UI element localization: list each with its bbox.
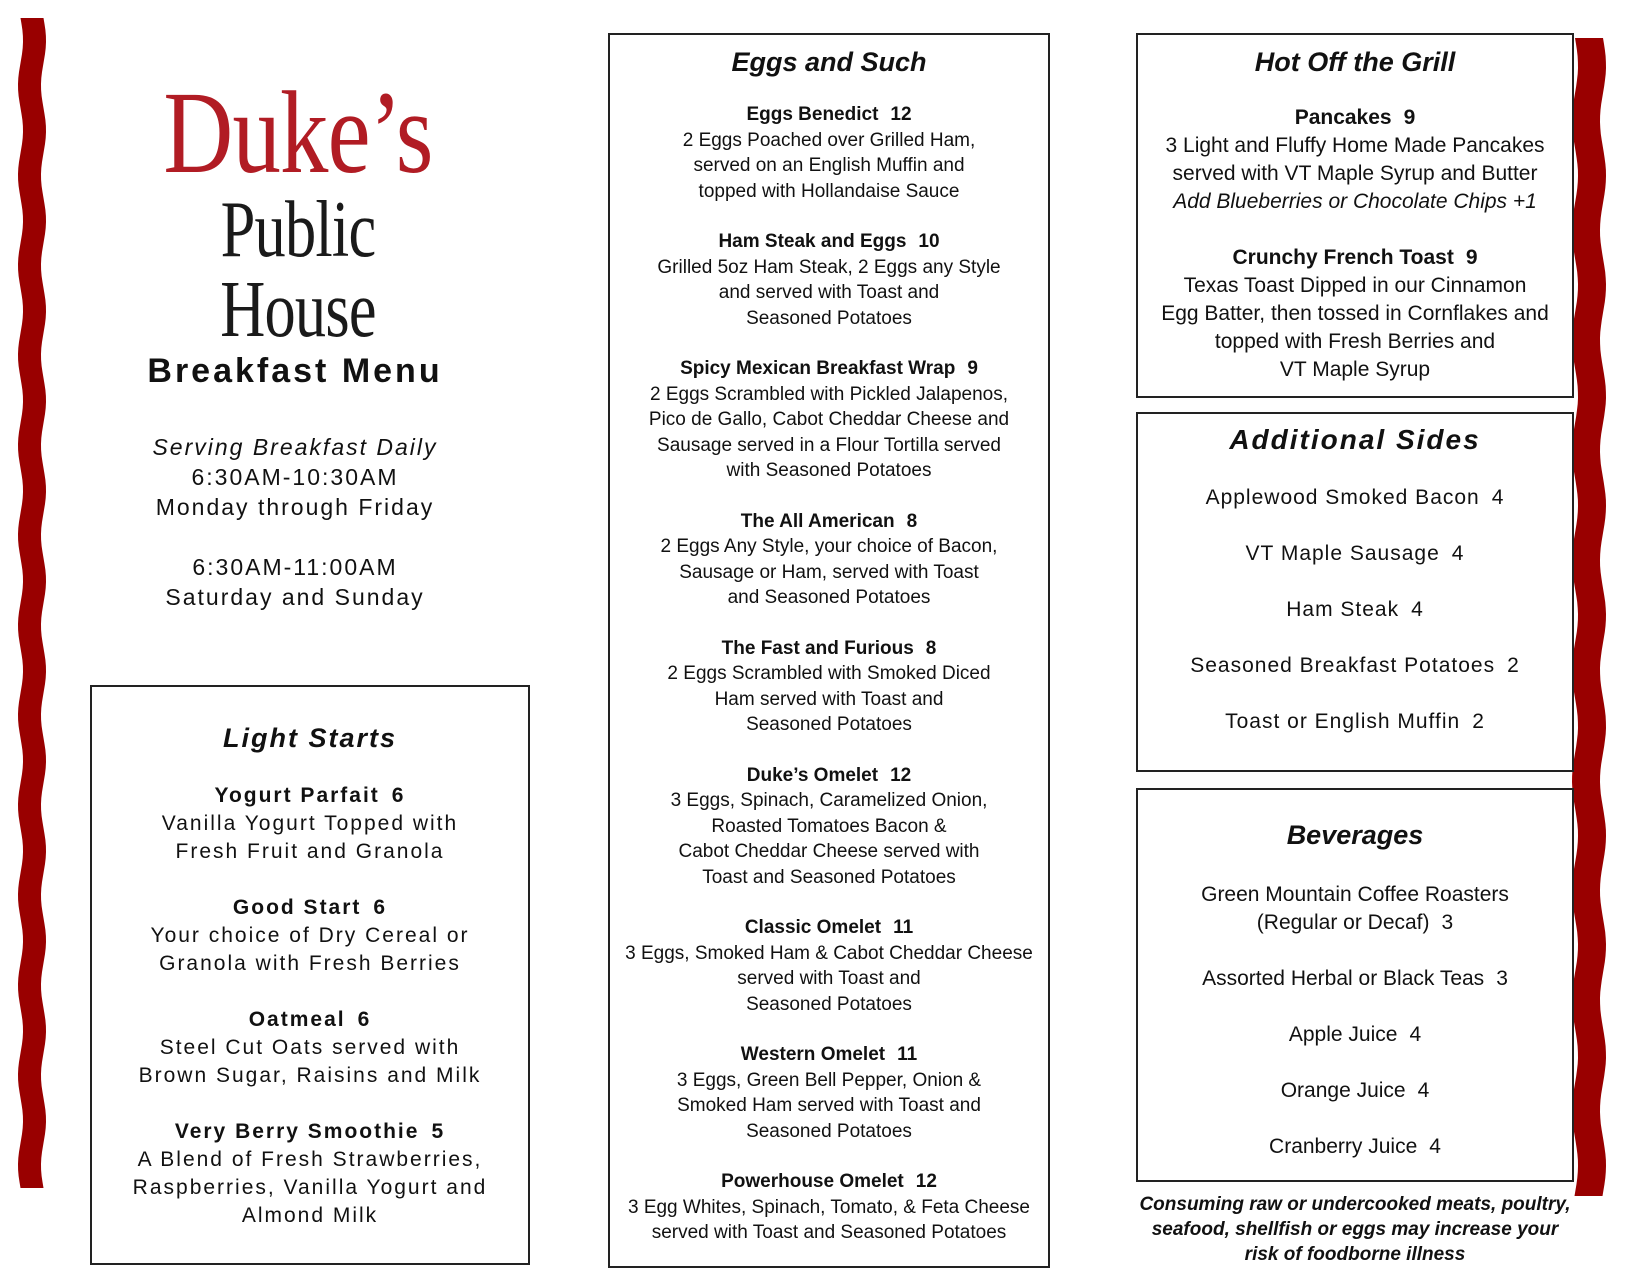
menu-item <box>610 356 1048 484</box>
item-name: Duke’s Omelet <box>746 764 879 786</box>
brand-subtitle: Public House <box>220 186 376 354</box>
item-description: and Seasoned Potatoes <box>727 587 931 608</box>
section-title: Beverages <box>1286 820 1424 850</box>
item-description: with Seasoned Potatoes <box>726 460 932 481</box>
item-header <box>610 636 1048 662</box>
item-description: Raspberries, Vanilla Yogurt and <box>132 1176 488 1199</box>
item-header <box>92 894 528 922</box>
item-price: 6 <box>373 896 388 919</box>
item-header <box>1138 596 1572 624</box>
item-name: Pancakes <box>1294 106 1392 129</box>
item-description: Texas Toast Dipped in our Cinnamon <box>1183 274 1527 297</box>
item-price: 12 <box>915 1171 937 1192</box>
hours-serving: Serving Breakfast Daily <box>152 434 438 460</box>
item-header <box>1138 965 1572 993</box>
item-price: 2 <box>1472 710 1485 733</box>
menu-item <box>1138 1133 1572 1161</box>
menu-item <box>610 636 1048 738</box>
item-name: Oatmeal <box>248 1008 346 1031</box>
item-description: Almond Milk <box>241 1204 379 1227</box>
menu-item <box>610 102 1048 204</box>
item-price: 4 <box>1491 486 1505 509</box>
item-price: 9 <box>1403 106 1416 129</box>
item-header <box>1138 1021 1572 1049</box>
item-name: Eggs Benedict <box>746 104 879 125</box>
menu-item <box>92 894 528 978</box>
item-header <box>610 229 1048 255</box>
item-name: Green Mountain Coffee Roasters <box>1201 883 1509 906</box>
menu-item <box>1138 1077 1572 1105</box>
item-description: Vanilla Yogurt Topped with <box>161 812 459 835</box>
item-header <box>610 1169 1048 1195</box>
menu-item <box>1138 881 1572 937</box>
item-description: Grilled 5oz Ham Steak, 2 Eggs any Style <box>657 256 1001 278</box>
item-addon: Add Blueberries or Chocolate Chips +1 <box>1173 190 1537 213</box>
hours-weekend-days: Saturday and Sunday <box>165 584 425 610</box>
item-description: topped with Hollandaise Sauce <box>698 180 960 202</box>
item-header <box>610 915 1048 941</box>
section-title: Hot Off the Grill <box>1254 47 1456 77</box>
item-name: The Fast and Furious <box>721 637 914 659</box>
item-header <box>610 102 1048 128</box>
menu-item <box>1138 484 1572 512</box>
item-header <box>1138 1077 1572 1105</box>
item-description: 2 Eggs Any Style, your choice of Bacon, <box>660 536 998 557</box>
menu-item <box>610 763 1048 891</box>
item-name: Powerhouse Omelet <box>721 1171 904 1192</box>
item-price: 4 <box>1411 598 1424 621</box>
item-name: Very Berry Smoothie <box>174 1120 420 1143</box>
item-name: Ham Steak <box>1286 598 1400 621</box>
section-title: Light Starts <box>222 723 397 753</box>
menu-item <box>1138 708 1572 736</box>
item-description: 3 Egg Whites, Spinach, Tomato, & Feta Cheese <box>627 1196 1031 1218</box>
item-description: Fresh Fruit and Granola <box>175 840 445 863</box>
item-description: Seasoned Potatoes <box>746 993 912 1015</box>
item-description: 3 Eggs, Green Bell Pepper, Onion & <box>676 1069 982 1091</box>
menu-item <box>610 229 1048 331</box>
item-header <box>1138 1133 1572 1161</box>
brand-name: Duke’s <box>163 67 433 198</box>
sides-section <box>1136 412 1574 772</box>
item-description: A Blend of Fresh Strawberries, <box>137 1148 483 1171</box>
light-starts-list <box>92 782 528 1230</box>
section-title: Additional Sides <box>1229 424 1481 455</box>
item-price: 11 <box>897 1044 918 1065</box>
item-header <box>610 763 1048 789</box>
item-description: Seasoned Potatoes <box>746 307 912 329</box>
menu-item <box>1138 540 1572 568</box>
beverages-section <box>1136 788 1574 1182</box>
item-header <box>1138 652 1572 680</box>
item-description: 3 Light and Fluffy Home Made Pancakes <box>1165 134 1545 157</box>
item-name: Applewood Smoked Bacon <box>1205 486 1480 509</box>
disclaimer-line: seafood, shellfish or eggs may increase your <box>1151 1219 1559 1240</box>
item-name: Cranberry Juice <box>1269 1135 1418 1158</box>
menu-item <box>1138 596 1572 624</box>
item-description: 2 Eggs Scrambled with Pickled Jalapenos, <box>649 383 1009 405</box>
brand-logo <box>118 67 478 354</box>
item-description: Roasted Tomatoes Bacon & <box>711 815 947 837</box>
item-header <box>610 356 1048 382</box>
item-name-detail: (Regular or Decaf) <box>1256 911 1430 934</box>
menu-item <box>1138 652 1572 680</box>
item-name: VT Maple Sausage <box>1245 542 1440 565</box>
hours-weekday-time: 6:30AM-10:30AM <box>191 464 399 490</box>
item-name: Crunchy French Toast <box>1232 246 1454 269</box>
item-price: 6 <box>391 784 406 807</box>
grill-list <box>1138 104 1572 384</box>
item-name: The All American <box>740 510 895 532</box>
item-description: Seasoned Potatoes <box>746 1120 912 1142</box>
item-header <box>1138 484 1572 512</box>
item-price: 10 <box>918 231 940 252</box>
section-title: Eggs and Such <box>731 47 927 77</box>
item-name: Toast or English Muffin <box>1225 710 1461 733</box>
breakfast-hours <box>110 432 480 612</box>
item-price: 4 <box>1417 1079 1430 1102</box>
item-description: Pico de Gallo, Cabot Cheddar Cheese and <box>648 409 1010 430</box>
item-description: 2 Eggs Scrambled with Smoked Diced <box>667 663 991 684</box>
hours-weekend-time: 6:30AM-11:00AM <box>192 554 398 580</box>
item-header <box>1138 540 1572 568</box>
item-name: Yogurt Parfait <box>214 784 380 807</box>
disclaimer-line: risk of foodborne illness <box>1244 1244 1466 1265</box>
item-price: 12 <box>890 764 912 786</box>
item-description: Seasoned Potatoes <box>746 714 912 735</box>
item-price: 5 <box>431 1120 446 1143</box>
item-name: Apple Juice <box>1288 1023 1398 1046</box>
item-price: 6 <box>357 1008 372 1031</box>
hours-weekday-days: Monday through Friday <box>155 494 435 520</box>
eggs-section <box>608 33 1050 1268</box>
food-safety-disclaimer <box>1130 1192 1580 1267</box>
item-header <box>92 1118 528 1146</box>
item-price: 3 <box>1496 967 1508 990</box>
item-header <box>610 509 1048 535</box>
item-name: Assorted Herbal or Black Teas <box>1202 967 1485 990</box>
item-header <box>1138 244 1572 272</box>
item-description: Smoked Ham served with Toast and <box>677 1095 981 1116</box>
item-header <box>1138 104 1572 132</box>
item-price: 9 <box>1465 246 1478 269</box>
item-description: Sausage or Ham, served with Toast <box>679 561 979 583</box>
item-header <box>92 1006 528 1034</box>
item-description: Granola with Fresh Berries <box>159 952 461 975</box>
item-price: 11 <box>893 917 914 938</box>
right-red-ribbon <box>1572 38 1606 1198</box>
item-description: served with Toast and Seasoned Potatoes <box>651 1222 1007 1243</box>
menu-item <box>610 915 1048 1017</box>
item-description: 2 Eggs Poached over Grilled Ham, <box>682 129 976 151</box>
eggs-list <box>610 102 1048 1246</box>
item-price: 8 <box>906 510 918 532</box>
item-header <box>610 1042 1048 1068</box>
item-header <box>92 782 528 810</box>
grill-section <box>1136 33 1574 398</box>
item-description: Toast and Seasoned Potatoes <box>702 866 956 888</box>
item-description: served with VT Maple Syrup and Butter <box>1172 162 1538 185</box>
item-description: Your choice of Dry Cereal or <box>150 924 470 947</box>
item-name: Classic Omelet <box>744 917 882 938</box>
item-description: Sausage served in a Flour Tortilla served <box>657 434 1001 456</box>
disclaimer-line: Consuming raw or undercooked meats, poultry, <box>1139 1194 1571 1215</box>
sides-list <box>1138 484 1572 736</box>
item-name: Spicy Mexican Breakfast Wrap <box>680 358 956 379</box>
item-description: Egg Batter, then tossed in Cornflakes and <box>1161 302 1549 325</box>
menu-item <box>92 1006 528 1090</box>
item-name: Western Omelet <box>740 1044 886 1065</box>
item-price: 12 <box>890 104 912 125</box>
menu-item <box>1138 244 1572 384</box>
item-description: served on an English Muffin and <box>693 155 965 176</box>
menu-item <box>610 1042 1048 1144</box>
item-price: 8 <box>925 637 937 659</box>
menu-item <box>1138 1021 1572 1049</box>
item-description: Ham served with Toast and <box>714 688 944 710</box>
item-price: 4 <box>1409 1023 1422 1046</box>
item-price: 9 <box>967 358 978 379</box>
light-starts-section <box>90 685 530 1265</box>
item-name: Ham Steak and Eggs <box>718 231 907 252</box>
menu-item <box>92 1118 528 1230</box>
item-description: Steel Cut Oats served with <box>159 1036 461 1059</box>
menu-title: Breakfast Menu <box>147 352 443 390</box>
left-red-ribbon <box>18 18 46 1188</box>
item-description: Cabot Cheddar Cheese served with <box>678 841 980 862</box>
menu-item <box>1138 965 1572 993</box>
item-description: and served with Toast and <box>718 282 940 303</box>
item-price: 4 <box>1429 1135 1441 1158</box>
item-description: VT Maple Syrup <box>1279 358 1431 381</box>
menu-item <box>92 782 528 866</box>
menu-item <box>1138 104 1572 216</box>
item-description: topped with Fresh Berries and <box>1214 330 1496 353</box>
item-description: Brown Sugar, Raisins and Milk <box>138 1064 482 1087</box>
item-price: 4 <box>1451 542 1465 565</box>
item-name: Seasoned Breakfast Potatoes <box>1190 654 1496 677</box>
item-description: 3 Eggs, Smoked Ham & Cabot Cheddar Cheese <box>625 942 1033 964</box>
beverages-list <box>1138 881 1572 1161</box>
item-description: 3 Eggs, Spinach, Caramelized Onion, <box>670 790 988 811</box>
item-header <box>1138 708 1572 736</box>
item-name: Orange Juice <box>1280 1079 1406 1102</box>
menu-item <box>610 509 1048 611</box>
item-description: served with Toast and <box>737 968 921 989</box>
item-price: 2 <box>1507 654 1520 677</box>
menu-item <box>610 1169 1048 1246</box>
item-price: 3 <box>1441 911 1454 934</box>
item-name: Good Start <box>232 896 362 919</box>
item-header <box>1138 881 1572 937</box>
